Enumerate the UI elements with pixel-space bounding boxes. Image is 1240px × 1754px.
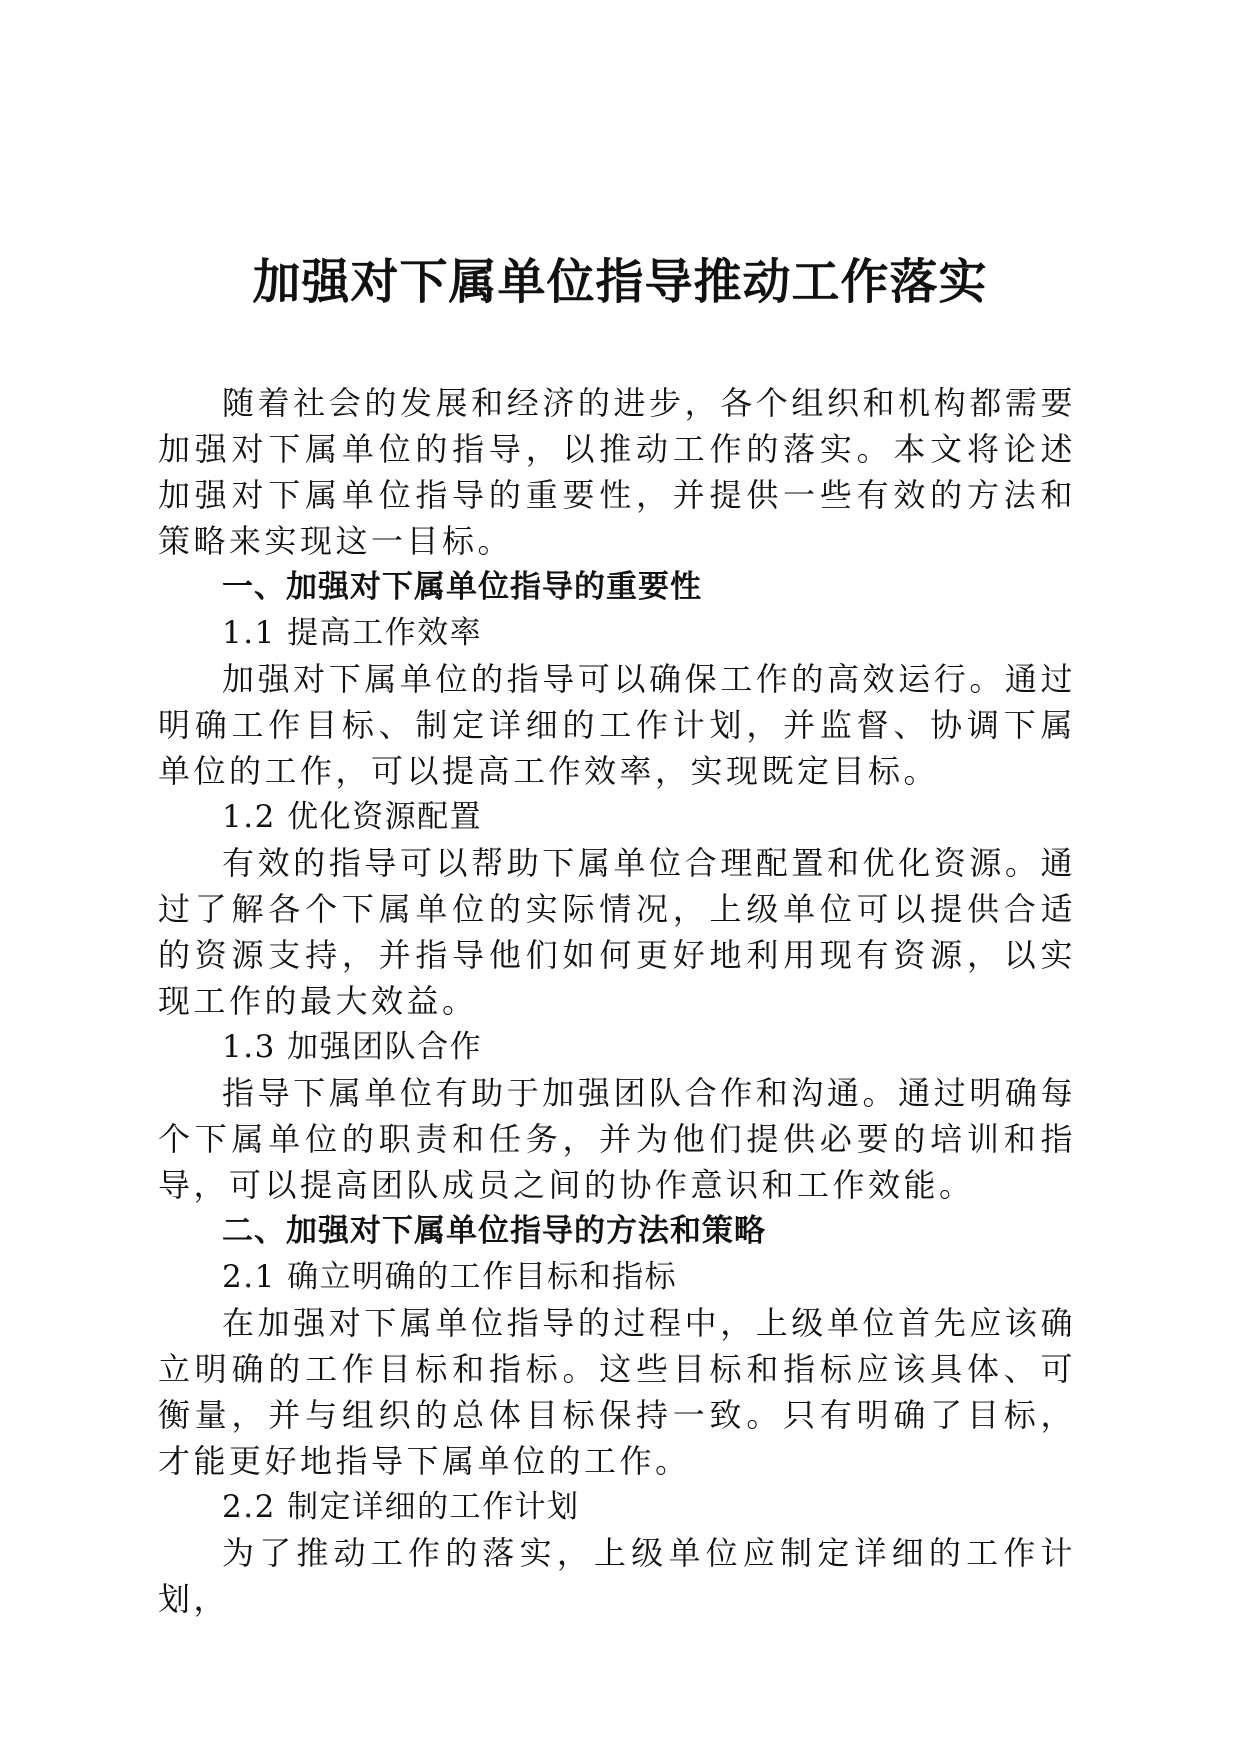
section-2-heading: 二、加强对下属单位指导的方法和策略 [222,1213,766,1249]
subsection-2-2-heading: 2.2 制定详细的工作计划 [222,1489,580,1525]
section-1-heading: 一、加强对下属单位指导的重要性 [222,569,702,605]
subsection-2-1-paragraph: 在加强对下属单位指导的过程中，上级单位首先应该确立明确的工作目标和指标。这些目标和指标应该具体、可衡量，并与组织的总体目标保持一致。只有明确了目标，才能更好地指导下属单位的工作。 [158,1304,1076,1480]
subsection-1-3-paragraph: 指导下属单位有助于加强团队合作和沟通。通过明确每个下属单位的职责和任务，并为他们提供必要的培训和指导，可以提高团队成员之间的协作意识和工作效能。 [158,1074,1076,1204]
document-title: 加强对下属单位指导推动工作落实 [252,254,988,310]
document-body [158,380,1076,1622]
subsection-2-1-heading: 2.1 确立明确的工作目标和指标 [222,1259,678,1295]
subsection-1-1-paragraph: 加强对下属单位的指导可以确保工作的高效运行。通过明确工作目标、制定详细的工作计划，并监督、协调下属单位的工作，可以提高工作效率，实现既定目标。 [158,660,1076,790]
intro-paragraph: 随着社会的发展和经济的进步，各个组织和机构都需要加强对下属单位的指导，以推动工作的落实。本文将论述加强对下属单位指导的重要性，并提供一些有效的方法和策略来实现这一目标。 [158,384,1076,560]
subsection-2-2-paragraph: 为了推动工作的落实，上级单位应制定详细的工作计划， [158,1534,1076,1618]
subsection-1-2-paragraph: 有效的指导可以帮助下属单位合理配置和优化资源。通过了解各个下属单位的实际情况，上级单位可以提供合适的资源支持，并指导他们如何更好地利用现有资源，以实现工作的最大效益。 [158,844,1076,1020]
subsection-1-2-heading: 1.2 优化资源配置 [222,799,483,835]
subsection-1-3-heading: 1.3 加强团队合作 [222,1029,483,1065]
subsection-1-1-heading: 1.1 提高工作效率 [222,615,483,651]
